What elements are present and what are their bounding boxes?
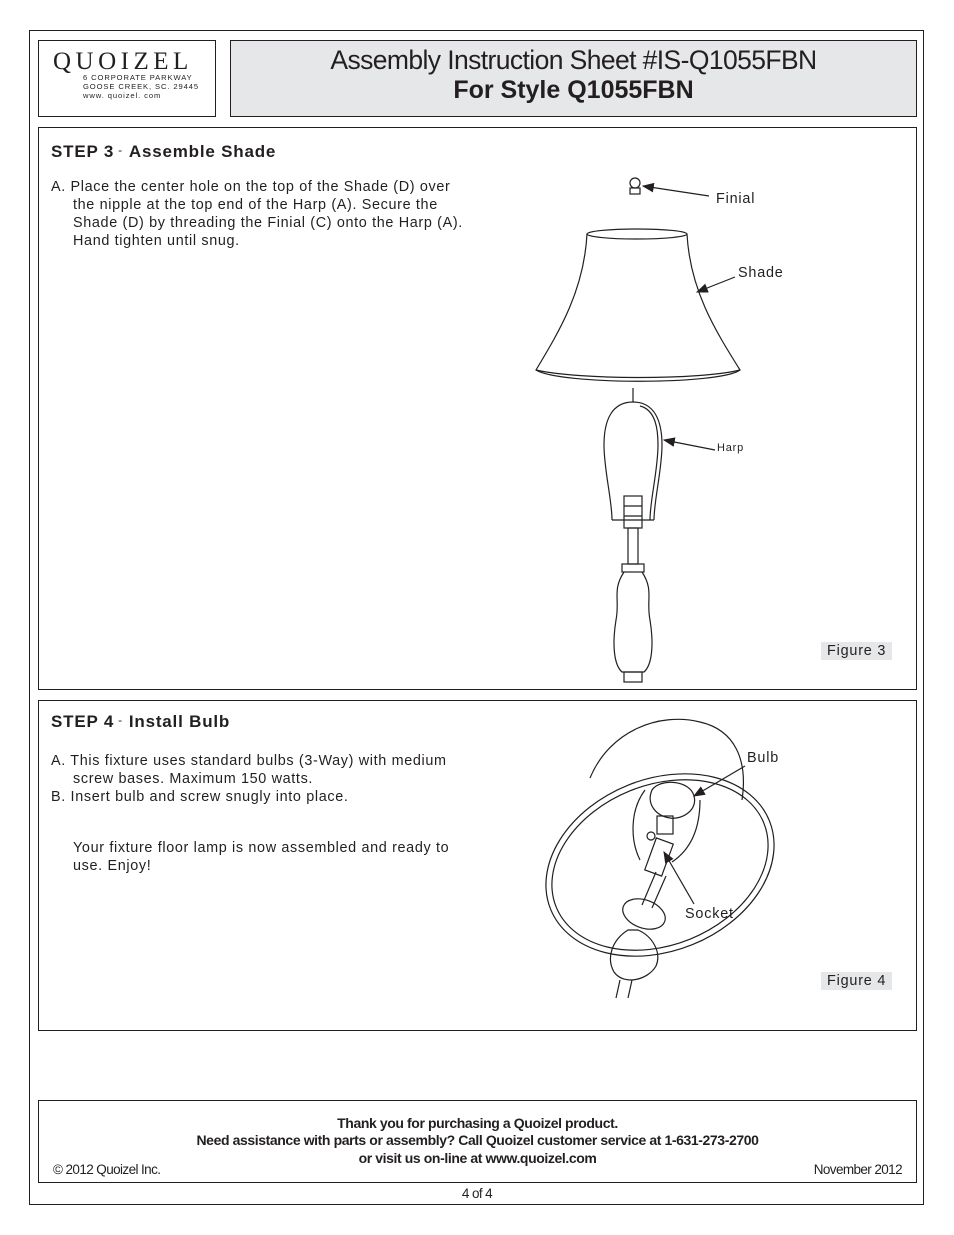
- figure4-label: Figure 4: [821, 972, 892, 990]
- company-website: www. quoizel. com: [83, 91, 162, 100]
- step4-dash: -: [118, 713, 123, 727]
- company-address-line2: GOOSE CREEK, SC. 29445: [83, 82, 200, 91]
- step4-instruction-line: screw bases. Maximum 150 watts.: [73, 771, 314, 787]
- step4-subheading: Install Bulb: [128, 712, 231, 731]
- figure3-label: Figure 3: [821, 642, 892, 660]
- step4-instruction-line: B. Insert bulb and screw snugly into place.: [51, 789, 349, 805]
- footer-website: or visit us on-line at www.quoizel.com: [358, 1150, 597, 1166]
- socket-callout: Socket: [685, 906, 734, 922]
- step3-instruction-line: Shade (D) by threading the Finial (C) onto the Harp (A).: [73, 215, 463, 231]
- step3-heading: STEP 3: [51, 142, 115, 161]
- step3-instruction-line: Hand tighten until snug.: [73, 233, 240, 249]
- footer-thank-you: Thank you for purchasing a Quoizel product.: [337, 1115, 618, 1131]
- footer-date: November 2012: [813, 1162, 902, 1177]
- step4-instruction-line: A. This fixture uses standard bulbs (3-Way) with medium: [51, 753, 447, 769]
- copyright: [53, 1162, 160, 1177]
- bulb-icon: [650, 782, 694, 818]
- copyright-text: 2012 Quoizel Inc.: [65, 1162, 161, 1177]
- closing-line: use. Enjoy!: [73, 858, 152, 874]
- company-logo: QUOIZEL: [53, 48, 193, 75]
- copyright-icon: ©: [53, 1162, 63, 1177]
- socket-icon: [645, 838, 674, 876]
- page-number: 4 of 4: [461, 1186, 493, 1201]
- step3-dash: -: [118, 143, 123, 157]
- footer-assistance: Need assistance with parts or assembly? Call Quoizel customer service at 1-631-273-2700: [196, 1132, 759, 1148]
- step4-heading: STEP 4: [51, 712, 115, 731]
- step3-instruction-line: A. Place the center hole on the top of the Shade (D) over: [51, 179, 451, 195]
- sheet-title: Assembly Instruction Sheet #IS-Q1055FBN: [330, 45, 817, 75]
- closing-line: Your fixture floor lamp is now assembled and ready to: [73, 840, 450, 856]
- bulb-callout: Bulb: [747, 750, 780, 766]
- step3-subheading: Assemble Shade: [128, 142, 277, 161]
- company-address-line1: 6 CORPORATE PARKWAY: [83, 73, 193, 82]
- style-title: For Style Q1055FBN: [453, 76, 694, 104]
- finial-callout: Finial: [716, 191, 756, 207]
- shade-callout: Shade: [738, 265, 784, 281]
- harp-callout: Harp: [717, 442, 745, 454]
- step3-instruction-line: the nipple at the top end of the Harp (A). Secure the: [73, 197, 438, 213]
- shade-icon: [590, 719, 743, 800]
